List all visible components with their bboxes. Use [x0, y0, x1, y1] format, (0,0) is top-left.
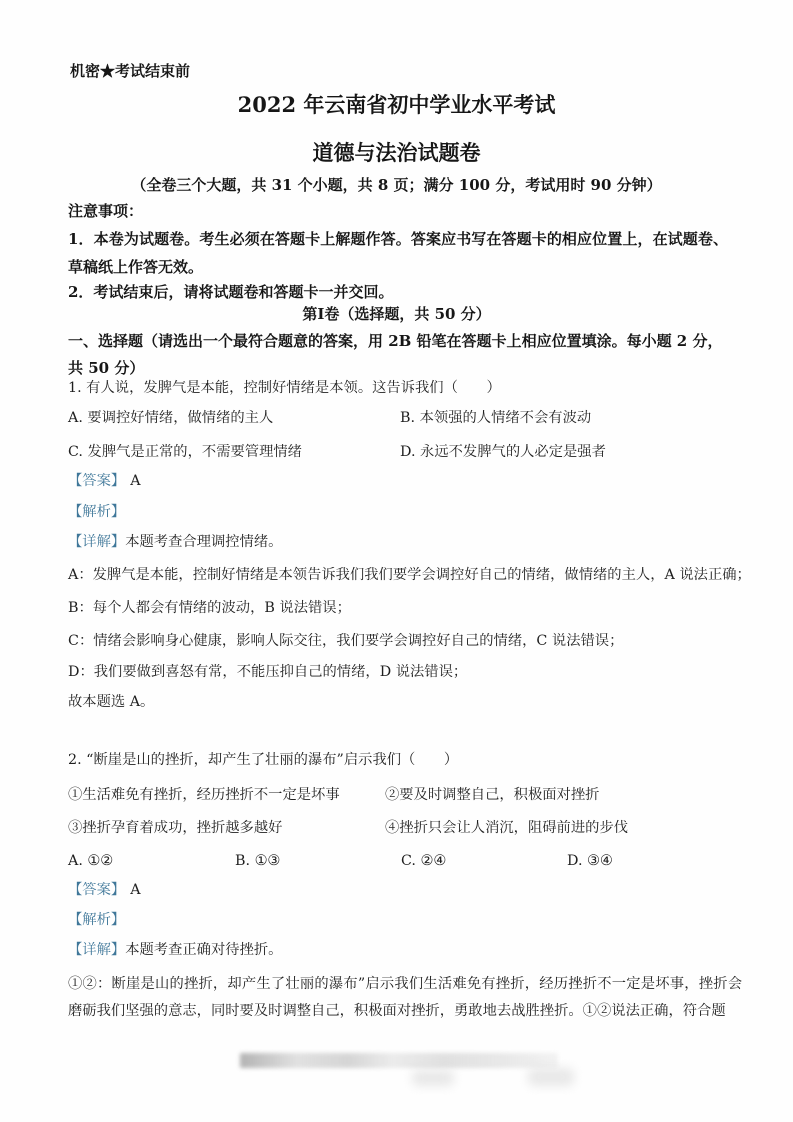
paper-info-line: （全卷三个大题，共 31 个小题，共 8 页；满分 100 分，考试用时 90 分钟） — [131, 176, 662, 194]
q2-detail-intro — [68, 939, 282, 961]
notice-heading: 注意事项： — [68, 202, 144, 220]
q1-options-row-1 — [68, 407, 591, 429]
q1-detail-intro-text: 本题考查合理调控情绪。 — [125, 534, 283, 550]
notice-item-2: 2．考试结束后，请将试题卷和答题卡一并交回。 — [68, 283, 394, 301]
q1-detail-d: D：我们要做到喜怒有常，不能压抑自己的情绪，D 说法错误； — [68, 664, 468, 680]
q2-choice-c: C. ②④ — [401, 853, 447, 869]
analysis-label: 【解析】 — [68, 504, 126, 520]
q2-statement-2: ②要及时调整自己，积极面对挫折 — [385, 787, 600, 803]
q2-statements-row-1 — [68, 784, 599, 806]
redacted-watermark — [240, 1053, 558, 1068]
q1-option-d: D. 永远不发脾气的人必定是强者 — [400, 444, 606, 460]
q1-options-row-2 — [68, 441, 606, 463]
q2-answer-value: A — [130, 882, 141, 898]
q1-answer-line — [68, 470, 141, 492]
q2-choice-b: B. ①③ — [235, 853, 281, 869]
exam-title: 2022 年云南省初中学业水平考试 — [237, 92, 556, 117]
q2-detail-intro-text: 本题考查正确对待挫折。 — [125, 942, 283, 958]
q2-detail-paragraph: ①②：断崖是山的挫折，却产生了壮丽的瀑布”启示我们生活难免有挫折，经历挫折不一定是坏事，挫折会磨砺我们坚强的意志，同时要及时调整自己，积极面对挫折，勇敢地去战胜挫折。①②说法正确，符合题 — [68, 976, 742, 1019]
detail-label: 【详解】 — [68, 534, 126, 550]
q2-analysis-line — [68, 909, 125, 931]
q2-statements-row-2 — [68, 817, 628, 839]
watermark-smudge — [412, 1070, 454, 1086]
section-1-heading: 第Ⅰ卷（选择题，共 50 分） — [302, 305, 491, 323]
classification-banner: 机密★考试结束前 — [70, 62, 191, 80]
answer-label: 【答案】 — [68, 473, 126, 489]
q1-detail-a: A：发脾气是本能，控制好情绪是本领告诉我们我们要学会调控好自己的情绪，做情绪的主人，A 说法正确； — [68, 567, 751, 583]
mcq-instructions: 一、选择题（请选出一个最符合题意的答案，用 2B 铅笔在答题卡上相应位置填涂。每小题 2 分，共 50 分） — [68, 332, 723, 377]
question-2-stem: 2. “断崖是山的挫折，却产生了壮丽的瀑布”启示我们（ ） — [68, 752, 459, 768]
notice-item-1: 1．本卷为试题卷。考生必须在答题卡上解题作答。答案应书写在答题卡的相应位置上，在试题卷、草稿纸上作答无效。 — [68, 230, 728, 276]
q2-statement-4: ④挫折只会让人消沉，阻碍前进的步伐 — [385, 820, 629, 836]
watermark-smudge — [528, 1068, 574, 1086]
q2-statement-3: ③挫折孕育着成功，挫折越多越好 — [68, 820, 283, 836]
q1-option-c: C. 发脾气是正常的，不需要管理情绪 — [68, 444, 302, 460]
q1-conclusion: 故本题选 A。 — [68, 694, 155, 710]
analysis-label: 【解析】 — [68, 912, 126, 928]
q2-choices-row — [68, 850, 613, 872]
q2-answer-line — [68, 879, 141, 901]
q1-option-a: A. 要调控好情绪，做情绪的主人 — [68, 410, 274, 426]
q2-choice-a: A. ①② — [68, 853, 114, 869]
q1-detail-c: C：情绪会影响身心健康，影响人际交往，我们要学会调控好自己的情绪，C 说法错误； — [68, 633, 624, 649]
q1-detail-intro — [68, 531, 282, 553]
q1-option-b: B. 本领强的人情绪不会有波动 — [400, 410, 592, 426]
detail-label: 【详解】 — [68, 942, 126, 958]
answer-label: 【答案】 — [68, 882, 126, 898]
paper-subject-title: 道德与法治试题卷 — [312, 140, 481, 165]
q1-analysis-line — [68, 501, 125, 523]
q2-choice-d: D. ③④ — [567, 853, 613, 869]
q2-statement-1: ①生活难免有挫折，经历挫折不一定是坏事 — [68, 787, 340, 803]
q1-answer-value: A — [130, 473, 141, 489]
q1-detail-b: B：每个人都会有情绪的波动，B 说法错误； — [68, 600, 351, 616]
question-1-stem: 1. 有人说，发脾气是本能，控制好情绪是本领。这告诉我们（ ） — [68, 380, 501, 396]
